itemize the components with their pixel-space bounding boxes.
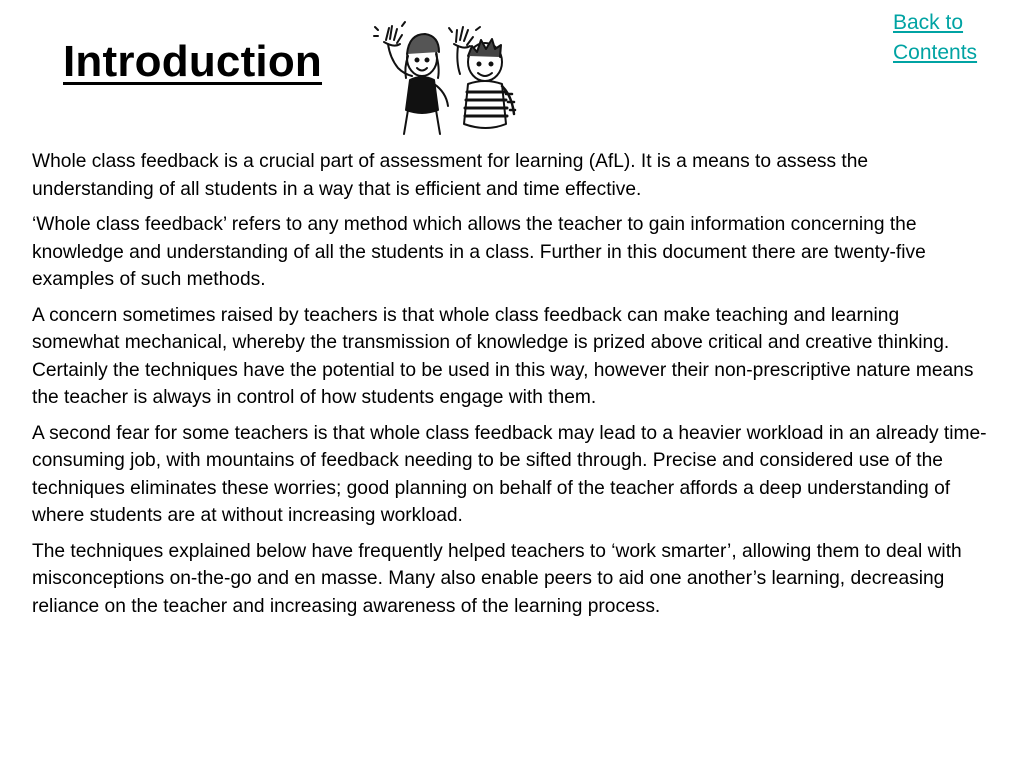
paragraph-3: A concern sometimes raised by teachers is that whole class feedback can make teaching and learning somewhat mechanical, whereby the transmission of knowledge is prized above critical and creative thinking. Certainly the techniques have the potential to be used in this way, however their non-prescriptive nature means the teacher is always in control of how students engage with them. <box>32 304 974 408</box>
page-title: Introduction <box>63 37 323 86</box>
paragraph-2: ‘Whole class feedback’ refers to any method which allows the teacher to gain information concerning the knowledge and understanding of all the students in a class. Further in this document there are twenty-five examples of such methods. <box>32 214 926 290</box>
paragraph-1: Whole class feedback is a crucial part of assessment for learning (AfL). It is a means to assess the understanding of all students in a way that is efficient and time effective. <box>32 151 869 200</box>
back-link-line2: Contents <box>893 41 978 64</box>
body-text <box>32 148 987 628</box>
back-link-line1: Back to <box>893 11 964 34</box>
paragraph-5: The techniques explained below have frequently helped teachers to ‘work smarter’, allowing them to deal with misconceptions on-the-go and en masse. Many also enable peers to aid one another’s learning, decreasing reliance on the teacher and increasing awareness of the learning process. <box>32 540 962 617</box>
waving-children-illustration <box>372 20 522 136</box>
back-to-contents-link[interactable] <box>893 8 1003 68</box>
paragraph-4: A second fear for some teachers is that whole class feedback may lead to a heavier workload in an already time-consuming job, with mountains of feedback needing to be sifted through. Precise and considered use of the techniques eliminates these worries; good planning on behalf of the teacher affords a deep understanding of where students are at without increasing workload. <box>32 422 987 526</box>
